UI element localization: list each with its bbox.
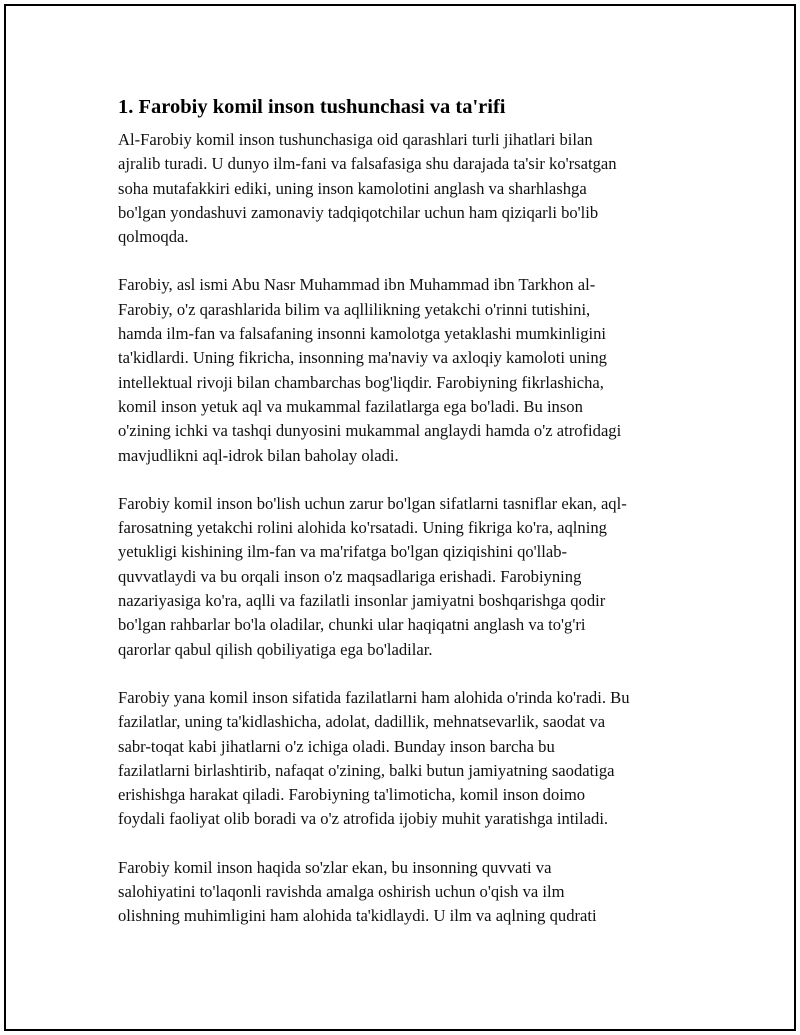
paragraph-line: Farobiy, o'z qarashlarida bilim va aqllilikning yetakchi o'rinni tutishini,	[118, 299, 591, 319]
paragraph-line: ta'kidlardi. Uning fikricha, insonning ma'naviy va axloqiy kamoloti uning	[118, 348, 607, 368]
section-heading: 1. Farobiy komil inson tushunchasi va ta'rifi	[118, 96, 506, 118]
paragraph-line: hamda ilm-fan va falsafaning insonni kamolotga yetaklashi mumkinligini	[118, 324, 607, 344]
paragraph-line: Farobiy komil inson haqida so'zlar ekan, bu insonning quvvati va	[118, 857, 552, 877]
paragraph-line: fazilatlarni birlashtirib, nafaqat o'zining, balki butun jamiyatning saodatiga	[118, 760, 615, 780]
document-body	[118, 94, 688, 953]
paragraphs-container	[118, 128, 688, 929]
paragraph-line: erishishga harakat qiladi. Farobiyning ta'limoticha, komil inson doimo	[118, 785, 586, 805]
paragraph-line: Al-Farobiy komil inson tushunchasiga oid qarashlari turli jihatlari bilan	[118, 130, 593, 149]
paragraph-line: nazariyasiga ko'ra, aqlli va fazilatli insonlar jamiyatni boshqarishga qodir	[118, 591, 606, 611]
paragraph-line: olishning muhimligini ham alohida ta'kidlaydi. U ilm va aqlning qudrati	[118, 906, 597, 926]
paragraph-line: o'zining ichki va tashqi dunyosini mukammal anglaydi hamda o'z atrofidagi	[118, 421, 622, 441]
paragraph-line: soha mutafakkiri ediki, uning inson kamolotini anglash va sharhlashga	[118, 178, 587, 198]
paragraph-line: bo'lgan rahbarlar bo'la oladilar, chunki ular haqiqatni anglash va to'g'ri	[118, 615, 586, 635]
paragraph-line: salohiyatini to'laqonli ravishda amalga oshirish uchun o'qish va ilm	[118, 882, 565, 902]
paragraph-line: foydali faoliyat olib boradi va o'z atrofida ijobiy muhit yaratishga intiladi.	[118, 809, 609, 829]
paragraph	[118, 128, 688, 249]
paragraph	[118, 686, 688, 832]
paragraph	[118, 273, 688, 467]
paragraph-line: yetukligi kishining ilm-fan va ma'rifatga bo'lgan qiziqishini qo'llab-	[118, 542, 568, 562]
paragraph-line: Farobiy yana komil inson sifatida fazilatlarni ham alohida o'rinda ko'radi. Bu	[118, 687, 630, 707]
paragraph-line: intellektual rivoji bilan chambarchas bog'liqdir. Farobiyning fikrlashicha,	[118, 372, 604, 392]
paragraph-line: fazilatlar, uning ta'kidlashicha, adolat, dadillik, mehnatsevarlik, saodat va	[118, 712, 606, 732]
paragraph-line: komil inson yetuk aql va mukammal fazilatlarga ega bo'ladi. Bu inson	[118, 396, 583, 416]
paragraph-line: mavjudlikni aql-idrok bilan baholay oladi.	[118, 445, 399, 465]
paragraph-line: quvvatlaydi va bu orqali inson o'z maqsadlariga erishadi. Farobiyning	[118, 566, 582, 586]
paragraph-line: Farobiy, asl ismi Abu Nasr Muhammad ibn Muhammad ibn Tarkhon al-	[118, 275, 596, 295]
paragraph-line: ajralib turadi. U dunyo ilm-fani va falsafasiga shu darajada ta'sir ko'rsatgan	[118, 154, 617, 174]
paragraph-line: sabr-toqat kabi jihatlarni o'z ichiga oladi. Bunday inson barcha bu	[118, 736, 555, 756]
paragraph-line: qarorlar qabul qilish qobiliyatiga ega bo'ladilar.	[118, 639, 433, 659]
paragraph	[118, 492, 688, 662]
paragraph-line: farosatning yetakchi rolini alohida ko'rsatadi. Uning fikriga ko'ra, aqlning	[118, 518, 607, 538]
paragraph-line: qolmoqda.	[118, 227, 189, 247]
paragraph-line: bo'lgan yondashuvi zamonaviy tadqiqotchilar uchun ham qiziqarli bo'lib	[118, 202, 599, 222]
paragraph	[118, 856, 688, 929]
paragraph-line: Farobiy komil inson bo'lish uchun zarur bo'lgan sifatlarni tasniflar ekan, aql-	[118, 493, 627, 513]
